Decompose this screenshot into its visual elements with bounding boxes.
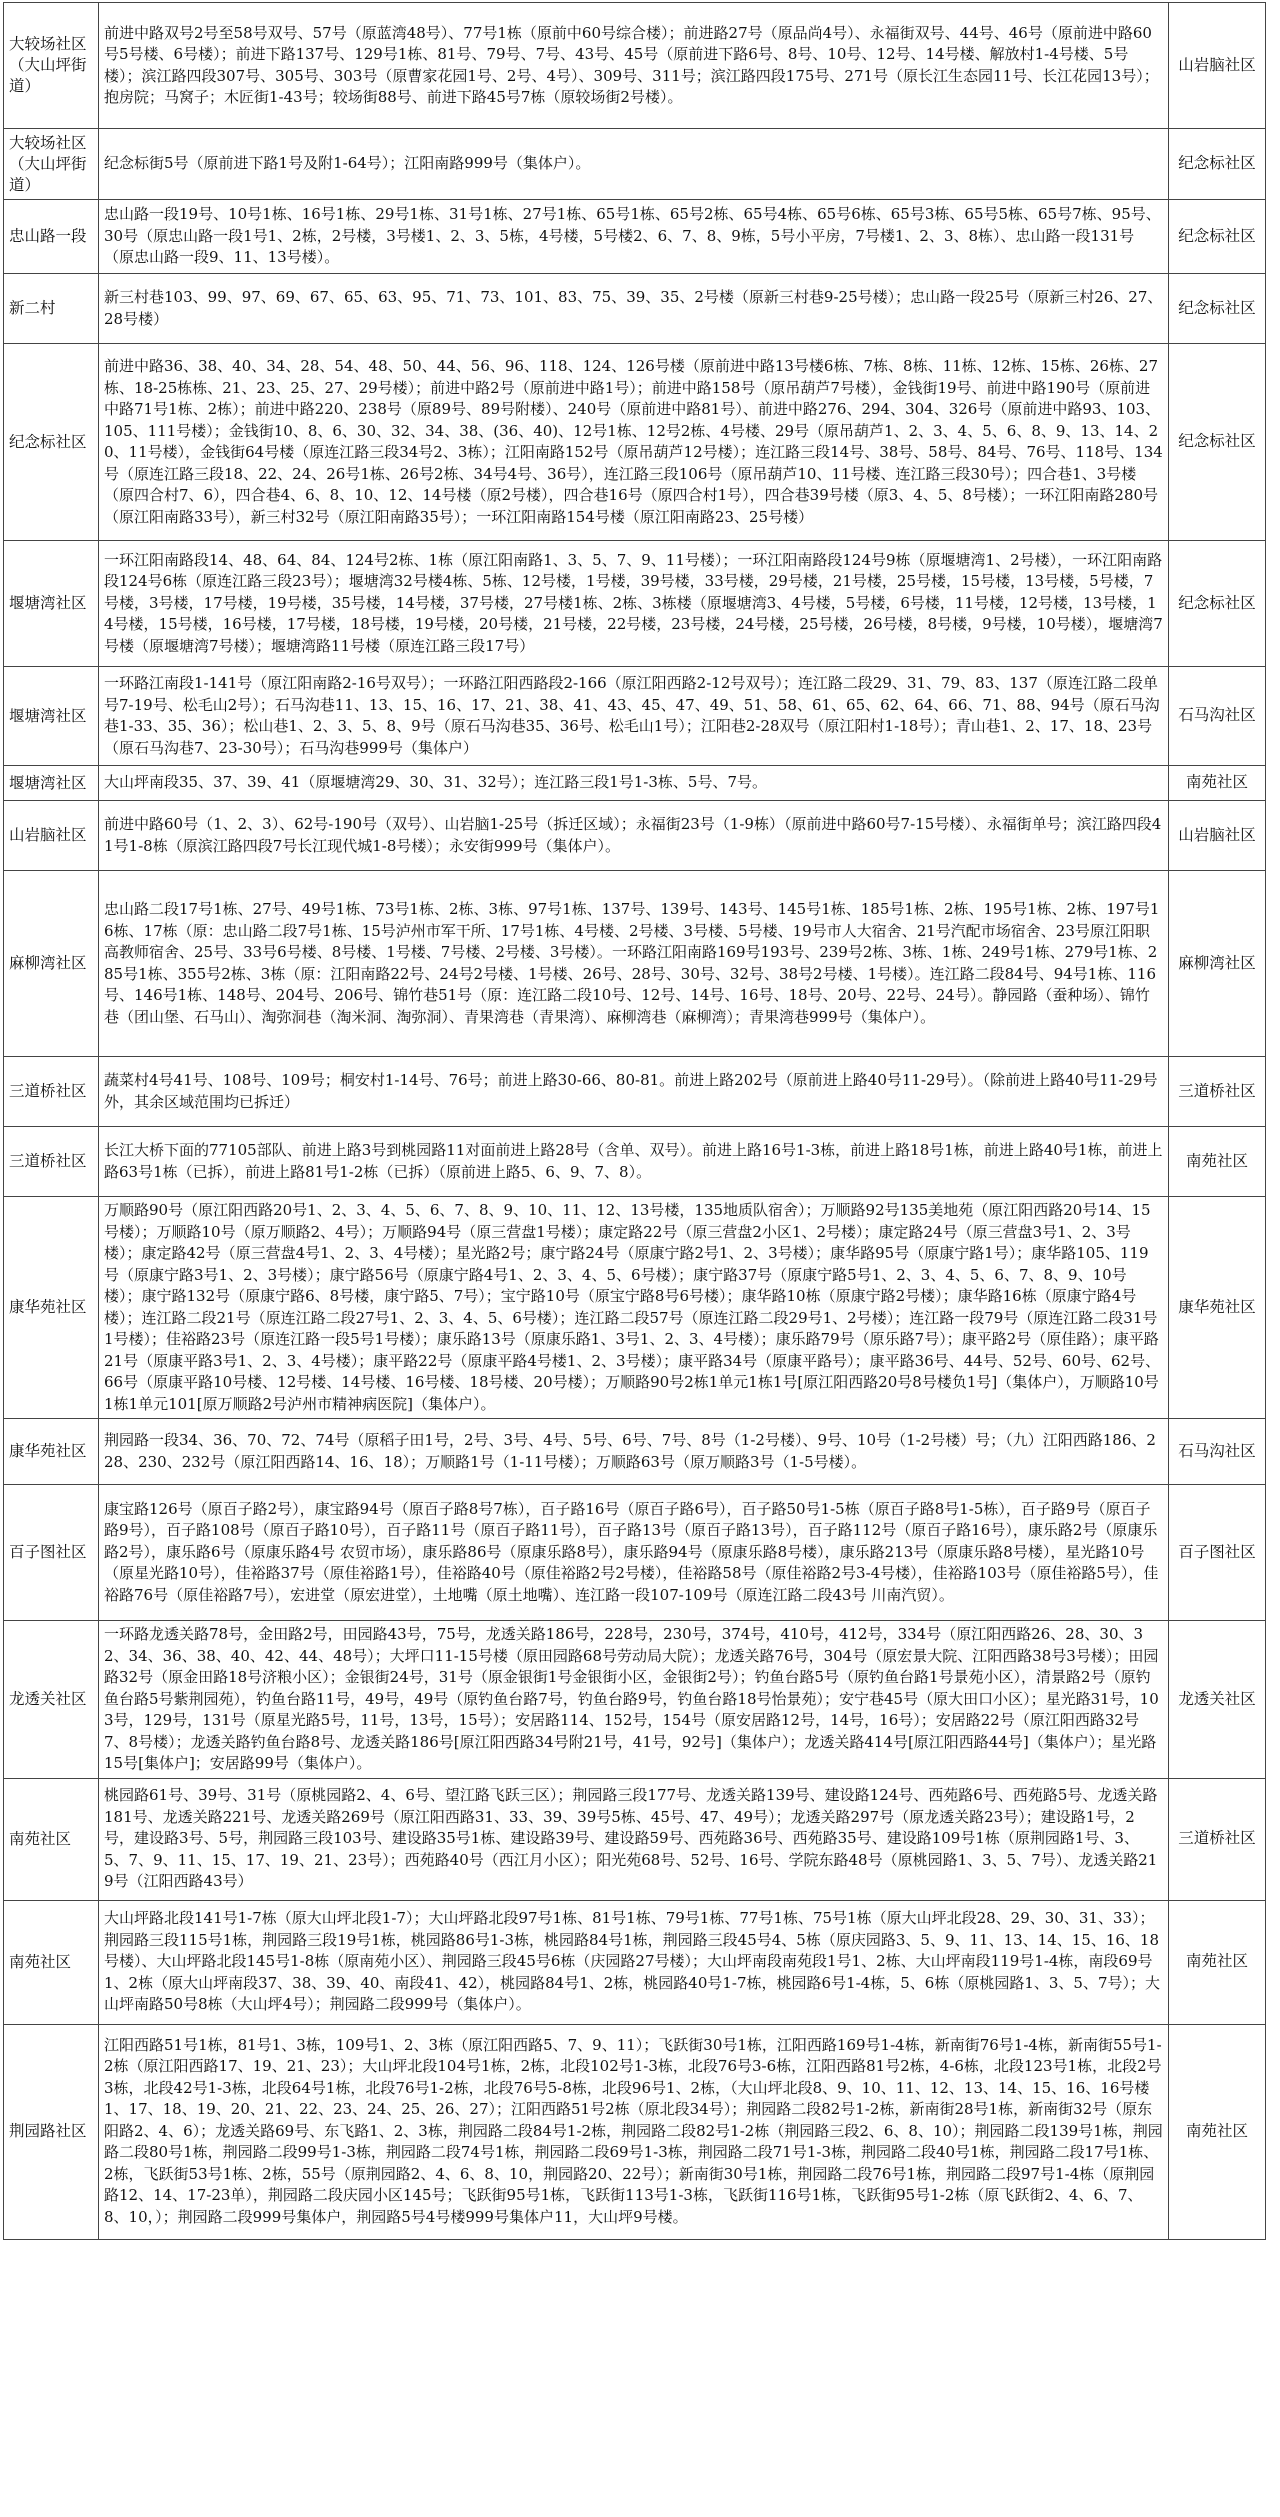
table-row bbox=[4, 200, 1266, 274]
table-row bbox=[4, 1057, 1266, 1127]
assigned-community-cell: 南苑社区 bbox=[1169, 2024, 1266, 2239]
table-row bbox=[4, 129, 1266, 200]
table-row bbox=[4, 1485, 1266, 1621]
table-row bbox=[4, 1778, 1266, 1900]
assigned-community-cell: 龙透关社区 bbox=[1169, 1621, 1266, 1779]
address-range-cell: 新三村巷103、99、97、69、67、65、63、95、71、73、101、83、75、39、35、2号楼（原新三村巷9-25号楼）；忠山路一段25号（原新三村26、27、28号楼） bbox=[99, 274, 1169, 344]
area-cell: 大较场社区（大山坪街道） bbox=[4, 3, 99, 129]
table-row bbox=[4, 1900, 1266, 2024]
table-row bbox=[4, 801, 1266, 871]
address-range-cell: 前进中路36、38、40、34、28、54、48、50、44、56、96、118、124、126号楼（原前进中路13号楼6栋、7栋、8栋、11栋、12栋、15栋、26栋、27栋、18-25栋栋、21、23、25、27、29号楼）；前进中路2号（原前进中路1号）；前进中路158号（原吊葫芦7号楼），金钱街19号、前进中路190号（原前进中路71号1栋、2栋）；前进中路220、238号（原89号、89号附楼）、240号（原前进中路81号）、前进中路276、294、304、326号（原前进中路93、103、105、111号楼）；金钱街10、8、6、30、32、34、38、(36、40)、12号1栋、12号2栋、4号楼、29号（原吊葫芦1、2、3、4、5、6、8、9、13、14、20、11号楼），金钱街64号楼（原连江路三段34号2、3栋）；江阳南路152号（原吊葫芦12号楼）；连江路三段14号、38号、58号、84号、76号、118号、134号（原连江路三段18、22、24、26号1栋、26号2栋、34号4号、36号），连江路三段106号（原吊葫芦10、11号楼、连江路三段30号）；四合巷1、3号楼（原四合村7、6），四合巷4、6、8、10、12、14号楼（原2号楼），四合巷16号（原四合村1号），四合巷39号楼（原3、4、5、8号楼）；一环江阳南路280号（原江阳南路33号），新三村32号（原江阳南路35号）；一环江阳南路154号楼（原江阳南路23、25号楼） bbox=[99, 344, 1169, 541]
assigned-community-cell: 纪念标社区 bbox=[1169, 344, 1266, 541]
area-cell: 南苑社区 bbox=[4, 1778, 99, 1900]
area-cell: 龙透关社区 bbox=[4, 1621, 99, 1779]
table-row bbox=[4, 3, 1266, 129]
address-range-cell: 一环路江南段1-141号（原江阳南路2-16号双号）；一环路江阳西路段2-166（原江阳西路2-12号双号）；连江路二段29、31、79、83、137（原连江路二段单号7-19号、松毛山2号）；石马沟巷11、13、15、16、17、21、38、41、43、45、47、49、51、58、61、65、62、64、66、71、88、94号（原石马沟巷1-33、35、36）；松山巷1、2、3、5、8、9号（原石马沟巷35、36号、松毛山1号）；江阳巷2-28双号（原江阳村1-18号）；青山巷1、2、17、18、23号（原石马沟巷7、23-30号）；石马沟巷999号（集体户） bbox=[99, 667, 1169, 766]
assigned-community-cell: 山岩脑社区 bbox=[1169, 3, 1266, 129]
community-assignment-table bbox=[3, 2, 1266, 2240]
table-row bbox=[4, 1621, 1266, 1779]
area-cell: 堰塘湾社区 bbox=[4, 766, 99, 801]
address-range-cell: 大山坪路北段141号1-7栋（原大山坪北段1-7）；大山坪路北段97号1栋、81号1栋、79号1栋、77号1栋、75号1栋（原大山坪北段28、29、30、31、33）；荆园路三段115号1栋，荆园路三段19号1栋，桃园路86号1-3栋，桃园路84号1栋，荆园路三段45号4、5栋（原庆园路3、5、9、11、13、14、15、16、18号楼）、大山坪路北段145号1-8栋（原南苑小区）、荆园路三段45号6栋（庆园路27号楼）；大山坪南段南苑段1号1、2栋、大山坪南段119号1-4栋，南段69号1、2栋（原大山坪南段37、38、39、40、南段41、42），桃园路84号1、2栋，桃园路40号1-7栋，桃园路6号1-4栋，5、6栋（原桃园路1、3、5、7号）；大山坪南路50号8栋（大山坪4号）；荆园路二段999号（集体户）。 bbox=[99, 1900, 1169, 2024]
area-cell: 山岩脑社区 bbox=[4, 801, 99, 871]
assigned-community-cell: 麻柳湾社区 bbox=[1169, 871, 1266, 1057]
assigned-community-cell: 三道桥社区 bbox=[1169, 1778, 1266, 1900]
address-range-cell: 荆园路一段34、36、70、72、74号（原稻子田1号，2号、3号、4号、5号、6号、7号、8号（1-2号楼）、9号、10号（1-2号楼）号；（九）江阳西路186、228、230、232号（原江阳西路14、16、18）；万顺路1号（1-11号楼）；万顺路63号（原万顺路3号（1-5号楼）。 bbox=[99, 1419, 1169, 1485]
table-row bbox=[4, 1127, 1266, 1197]
area-cell: 纪念标社区 bbox=[4, 344, 99, 541]
table-row bbox=[4, 1197, 1266, 1419]
assigned-community-cell: 三道桥社区 bbox=[1169, 1057, 1266, 1127]
address-range-cell: 一环路龙透关路78号，金田路2号，田园路43号，75号，龙透关路186号，228号，230号，374号，410号，412号，334号（原江阳西路26、28、30、32、34、36、38、40、42、44、48号）；大坪口11-15号楼（原田园路68号劳动局大院）；龙透关路76号，304号（原宏景大院、江阳西路38号3号楼）；田园路32号（原金田路18号济粮小区）；金银街24号，31号（原金银街1号金银街小区，金银街2号）；钓鱼台路5号（原钓鱼台路1号景苑小区），清景路2号（原钓鱼台路5号紫荆园苑），钓鱼台路11号，49号，49号（原钓鱼台路7号，钓鱼台路9号，钓鱼台路18号怡景苑）；安宁巷45号（原大田口小区）；星光路31号，103号，129号，131号（原星光路5号，11号，13号，15号）；安居路114、152号，154号（原安居路12号，14号，16号）；安居路22号（原江阳西路32号7、8号楼）；龙透关路钓鱼台路8号、龙透关路186号[原江阳西路34号附21号，41号，92号]（集体户）；龙透关路414号[原江阳西路44号]（集体户）；星光路15号[集体户]；安居路99号（集体户）。 bbox=[99, 1621, 1169, 1779]
assigned-community-cell: 南苑社区 bbox=[1169, 1900, 1266, 2024]
assigned-community-cell: 南苑社区 bbox=[1169, 766, 1266, 801]
assigned-community-cell: 康华苑社区 bbox=[1169, 1197, 1266, 1419]
area-cell: 康华苑社区 bbox=[4, 1419, 99, 1485]
assigned-community-cell: 纪念标社区 bbox=[1169, 541, 1266, 667]
area-cell: 堰塘湾社区 bbox=[4, 541, 99, 667]
assigned-community-cell: 纪念标社区 bbox=[1169, 274, 1266, 344]
area-cell: 忠山路一段 bbox=[4, 200, 99, 274]
table-row bbox=[4, 667, 1266, 766]
assigned-community-cell: 石马沟社区 bbox=[1169, 667, 1266, 766]
address-range-cell: 桃园路61号、39号、31号（原桃园路2、4、6号、望江路飞跃三区）；荆园路三段177号、龙透关路139号、建设路124号、西苑路6号、西苑路5号、龙透关路181号、龙透关路221号、龙透关路269号（原江阳西路31、33、39、39号5栋、45号、47、49号）；龙透关路297号（原龙透关路23号）；建设路1号，2号，建设路3号、5号，荆园路三段103号、建设路35号1栋、建设路39号、建设路59号、西苑路36号、西苑路35号、建设路109号1栋（原荆园路1号、3、5、7、9、11、15、17、19、21、23号）；西苑路40号（西江月小区）；阳光苑68号、52号、16号、学院东路48号（原桃园路1、3、5、7号）、龙透关路219号（江阳西路43号） bbox=[99, 1778, 1169, 1900]
assigned-community-cell: 纪念标社区 bbox=[1169, 129, 1266, 200]
area-cell: 堰塘湾社区 bbox=[4, 667, 99, 766]
area-cell: 麻柳湾社区 bbox=[4, 871, 99, 1057]
table-row bbox=[4, 274, 1266, 344]
table-row bbox=[4, 2024, 1266, 2239]
address-range-cell: 一环江阳南路段14、48、64、84、124号2栋、1栋（原江阳南路1、3、5、7、9、11号楼）；一环江阳南路段124号9栋（原堰塘湾1、2号楼），一环江阳南路段124号6栋（原连江路三段23号）；堰塘湾32号楼4栋、5栋、12号楼，1号楼，39号楼，33号楼，29号楼，21号楼，25号楼，15号楼，13号楼，5号楼，7号楼，3号楼，17号楼，19号楼，35号楼，14号楼，37号楼，27号楼1栋、2栋、3栋楼（原堰塘湾3、4号楼，5号楼，6号楼，11号楼，12号楼，13号楼，14号楼，15号楼，16号楼，17号楼，18号楼，19号楼，20号楼，21号楼，22号楼，23号楼，24号楼，25号楼，26号楼，8号楼，9号楼，10号楼），堰塘湾7号楼（原堰塘湾7号楼）；堰塘湾路11号楼（原连江路三段17号） bbox=[99, 541, 1169, 667]
table-row bbox=[4, 344, 1266, 541]
assigned-community-cell: 百子图社区 bbox=[1169, 1485, 1266, 1621]
address-range-cell: 忠山路二段17号1栋、27号、49号1栋、73号1栋、2栋、3栋、97号1栋、137号、139号、143号、145号1栋、185号1栋、2栋、195号1栋、2栋、197号16栋、17栋（原：忠山路二段7号1栋、15号泸州市军干所、17号1栋、4号楼、2号楼、3号楼、5号楼、19号市人大宿舍、21号汽配市场宿舍、23号原江阳职高教师宿舍、25号、33号6号楼、8号楼、1号楼、7号楼、2号楼、3号楼）。一环路江阳南路169号193号、239号2栋、3栋、1栋、249号1栋、279号1栋、285号1栋、355号2栋、3栋（原：江阳南路22号、24号2号楼、1号楼、26号、28号、30号、32号、38号2号楼、1号楼）。连江路二段84号、94号1栋、116号、146号1栋、148号、204号、206号、锦竹巷51号（原：连江路二段10号、12号、14号、16号、18号、20号、22号、24号）。静园路（蚕种场）、锦竹巷（团山堡、石马山）、淘弥洞巷（淘米洞、淘弥洞）、青果湾巷（青果湾）、麻柳湾巷（麻柳湾）；青果湾巷999号（集体户）。 bbox=[99, 871, 1169, 1057]
area-cell: 三道桥社区 bbox=[4, 1057, 99, 1127]
assigned-community-cell: 纪念标社区 bbox=[1169, 200, 1266, 274]
table-row bbox=[4, 541, 1266, 667]
assigned-community-cell: 山岩脑社区 bbox=[1169, 801, 1266, 871]
table-row bbox=[4, 766, 1266, 801]
address-range-cell: 万顺路90号（原江阳西路20号1、2、3、4、5、6、7、8、9、10、11、12、13号楼，135地质队宿舍）；万顺路92号135美地苑（原江阳西路20号14、15号楼）；万顺路10号（原万顺路2、4号）；万顺路94号（原三营盘1号楼）；康定路22号（原三营盘2小区1、2号楼）；康定路24号（原三营盘3号1、2、3号楼）；康定路42号（原三营盘4号1、2、3、4号楼）；星光路2号；康宁路24号（原康宁路2号1、2、3号楼）；康华路95号（原康宁路1号）；康华路105、119号（原康宁路3号1、2、3号楼）；康宁路56号（原康宁路4号1、2、3、4、5、6号楼）；康宁路37号（原康宁路5号1、2、3、4、5、6、7、8、9、10号楼）；康宁路132号（原康宁路6、8号楼，康宁路5、7号）；宝宁路10号（原宝宁路8号6号楼）；康华路10栋（原康宁路2号楼）；康华路16栋（原康宁路4号楼）；连江路二段21号（原连江路二段27号1、2、3、4、5、6号楼）；连江路二段57号（原连江路二段29号1、2号楼）；连江路一段79号（原连江路二段31号1号楼）；佳裕路23号（原连江路一段5号1号楼）；康乐路13号（原康乐路1、3号1、2、3、4号楼）；康乐路79号（原乐路7号）；康平路2号（原佳路）；康平路21号（原康平路3号1、2、3、4号楼）；康平路22号（原康平路4号楼1、2、3号楼）；康平路34号（原康平路号）；康平路36号、44号、52号、60号、62号、66号（原康平路10号楼、12号楼、14号楼、16号楼、18号楼、20号楼）；万顺路90号2栋1单元1栋1号[原江阳西路20号8号楼负1号]（集体户），万顺路10号1栋1单元101[原万顺路2号泸州市精神病医院]（集体户）。 bbox=[99, 1197, 1169, 1419]
address-range-cell: 江阳西路51号1栋，81号1、3栋，109号1、2、3栋（原江阳西路5、7、9、11）；飞跃街30号1栋，江阳西路169号1-4栋，新南街76号1-4栋，新南街55号1-2栋（原江阳西路17、19、21、23）；大山坪北段104号1栋，2栋，北段102号1-3栋，北段76号3-6栋，江阳西路81号2栋，4-6栋，北段123号1栋，北段2号3栋，北段42号1-3栋，北段64号1栋，北段76号1-2栋，北段76号5-8栋，北段96号1、2栋，（大山坪北段8、9、10、11、12、13、14、15、16、16号楼1、17、18、19、20、21、22、23、24、25、26、27）；江阳西路51号2栋（原北段34号）；荆园路二段82号1-2栋，新南街28号1栋，新南街32号（原东阳路2、4、6）；龙透关路69号、东飞路1、2、3栋，荆园路二段84号1-2栋，荆园路二段82号1-2栋（荆园路三段2、6、8、10）；荆园路二段139号1栋，荆园路二段80号1栋，荆园路二段99号1-3栋，荆园路二段74号1栋，荆园路二段69号1-3栋，荆园路二段71号1-3栋，荆园路二段40号1栋，荆园路二段17号1栋、2栋，飞跃街53号1栋、2栋，55号（原荆园路2、4、6、8、10，荆园路20、22号）；新南街30号1栋，荆园路二段76号1栋，荆园路二段97号1-4栋（原荆园路12、14、17-23单），荆园路二段庆园小区145号；飞跃街95号1栋，飞跃街113号1-3栋，飞跃街116号1栋，飞跃街95号1-2栋（原飞跃街2、4、6、7、8、10，）；荆园路二段999号集体户，荆园路5号4号楼999号集体户11，大山坪9号楼。 bbox=[99, 2024, 1169, 2239]
address-range-cell: 康宝路126号（原百子路2号），康宝路94号（原百子路8号7栋），百子路16号（原百子路6号），百子路50号1-5栋（原百子路8号1-5栋），百子路9号（原百子路9号），百子路108号（原百子路10号），百子路11号（原百子路11号），百子路13号（原百子路13号），百子路112号（原百子路16号），康乐路2号（原康乐路2号），康乐路6号（原康乐路4号 农贸市场），康乐路86号（原康乐路8号），康乐路94号（原康乐路8号楼），康乐路213号（原康乐路8号楼），星光路10号（原星光路10号），佳裕路37号（原佳裕路1号），佳裕路40号（原佳裕路2号2号楼），佳裕路58号（原佳裕路2号3-4号楼），佳裕路103号（原佳裕路5号），佳裕路76号（原佳裕路7号），宏进堂（原宏进堂），土地嘴（原土地嘴）、连江路一段107-109号（原连江路二段43号 川南汽贸）。 bbox=[99, 1485, 1169, 1621]
address-range-cell: 长江大桥下面的77105部队、前进上路3号到桃园路11对面前进上路28号（含单、双号）。前进上路16号1-3栋，前进上路18号1栋，前进上路40号1栋，前进上路63号1栋（已拆），前进上路81号1-2栋（已拆）（原前进上路5、6、9、7、8）。 bbox=[99, 1127, 1169, 1197]
address-range-cell: 纪念标街5号（原前进下路1号及附1-64号）；江阳南路999号（集体户）。 bbox=[99, 129, 1169, 200]
area-cell: 荆园路社区 bbox=[4, 2024, 99, 2239]
area-cell: 大较场社区（大山坪街道） bbox=[4, 129, 99, 200]
area-cell: 南苑社区 bbox=[4, 1900, 99, 2024]
table-row bbox=[4, 871, 1266, 1057]
assigned-community-cell: 石马沟社区 bbox=[1169, 1419, 1266, 1485]
assigned-community-cell: 南苑社区 bbox=[1169, 1127, 1266, 1197]
table-row bbox=[4, 1419, 1266, 1485]
area-cell: 康华苑社区 bbox=[4, 1197, 99, 1419]
table-body bbox=[4, 3, 1266, 2240]
address-range-cell: 蔬菜村4号41号、108号、109号；桐安村1-14号、76号；前进上路30-66、80-81。前进上路202号（原前进上路40号11-29号）。（除前进上路40号11-29号外，其余区域范围均已拆迁） bbox=[99, 1057, 1169, 1127]
area-cell: 新二村 bbox=[4, 274, 99, 344]
area-cell: 百子图社区 bbox=[4, 1485, 99, 1621]
area-cell: 三道桥社区 bbox=[4, 1127, 99, 1197]
address-range-cell: 前进中路60号（1、2、3）、62号-190号（双号）、山岩脑1-25号（拆迁区域）；永福街23号（1-9栋）（原前进中路60号7-15号楼）、永福街单号；滨江路四段41号1-8栋（原滨江路四段7号长江现代城1-8号楼）；永安街999号（集体户）。 bbox=[99, 801, 1169, 871]
address-range-cell: 前进中路双号2号至58号双号、57号（原蓝湾48号）、77号1栋（原前中60号综合楼）；前进路27号（原品尚4号）、永福街双号、44号、46号（原前进中路60号5号楼、6号楼）；前进下路137号、129号1栋、81号、79号、7号、43号、45号（原前进下路6号、8号、10号、12号、14号楼、解放村1-4号楼、5号楼）；滨江路四段307号、305号、303号（原曹家花园1号、2号、4号）、309号、311号；滨江路四段175号、271号（原长江生态园11号、长江花园13号）；抱房院；马窝子；木匠街1-43号；较场街88号、前进下路45号7栋（原较场街2号楼）。 bbox=[99, 3, 1169, 129]
address-range-cell: 大山坪南段35、37、39、41（原堰塘湾29、30、31、32号）；连江路三段1号1-3栋、5号、7号。 bbox=[99, 766, 1169, 801]
address-range-cell: 忠山路一段19号、10号1栋、16号1栋、29号1栋、31号1栋、27号1栋、65号1栋、65号2栋、65号4栋、65号6栋、65号3栋、65号5栋、65号7栋、95号、30号（原忠山路一段1号1、2栋，2号楼，3号楼1、2、3、5栋，4号楼，5号楼2、6、7、8、9栋，5号小平房，7号楼1、2、3、8栋）、忠山路一段131号（原忠山路一段9、11、13号楼）。 bbox=[99, 200, 1169, 274]
